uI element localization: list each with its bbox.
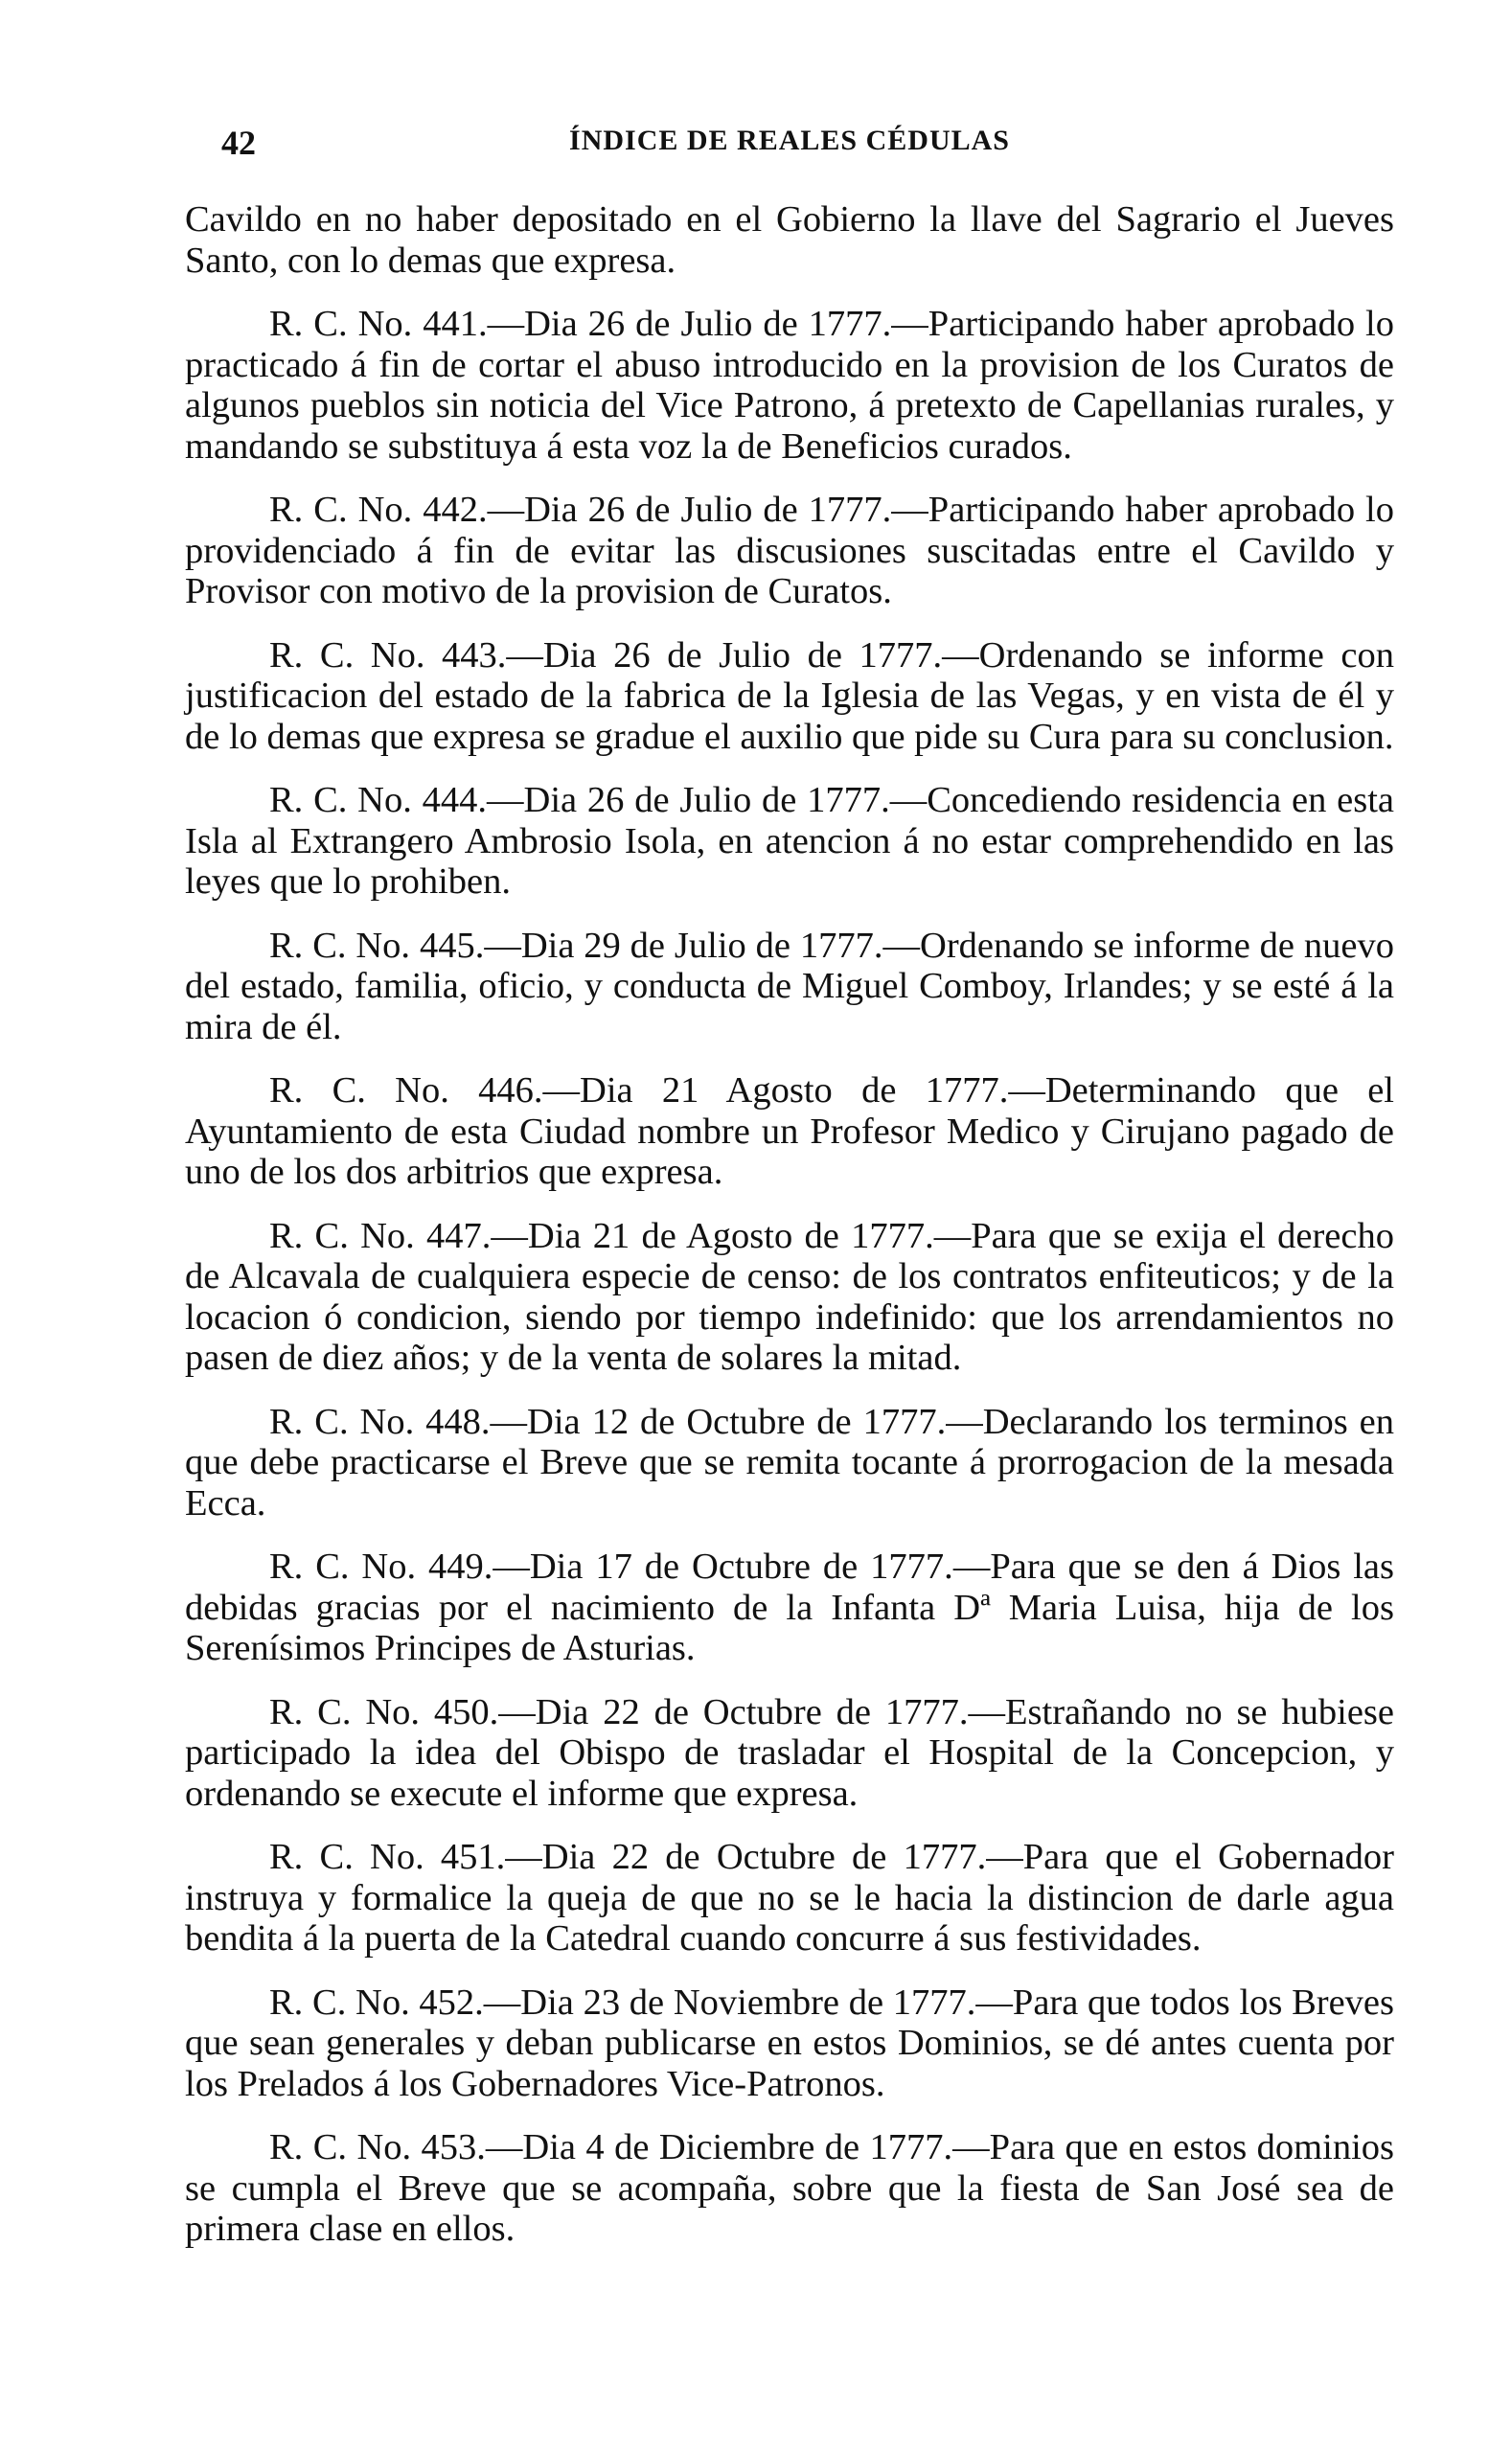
entry-text: —Participando haber aprobado lo providenciado á fin de evitar las discusiones suscitadas entre el Cavildo y Provisor con motivo de la provision de Curatos. <box>185 490 1394 611</box>
entry-453 <box>185 2127 1394 2250</box>
entry-text: —Para que el Gobernador instruya y formalice la queja de que no se le hacia la distincion de darle agua bendita á la puerta de la Catedral cuando concurre á sus festividades. <box>185 1837 1394 1959</box>
entry-452 <box>185 1982 1394 2105</box>
entry-449 <box>185 1547 1394 1669</box>
page-number: 42 <box>221 124 256 162</box>
entry-ref: R. C. No. 453.—Dia 4 de Diciembre de 1777. <box>269 2127 953 2167</box>
document-page <box>185 123 1394 2273</box>
continuation-paragraph: Cavildo en no haber depositado en el Gobierno la llave del Sagrario el Jueves Santo, con lo demas que expresa. <box>185 199 1394 281</box>
entry-text: —Determinando que el Ayuntamiento de esta Ciudad nombre un Profesor Medico y Cirujano pagado de uno de los dos arbitrios que expresa. <box>185 1070 1394 1192</box>
entry-ref: R. C. No. 442.—Dia 26 de Julio de 1777. <box>269 490 892 530</box>
entry-text: —Declarando los terminos en que debe practicarse el Breve que se remita tocante á prorrogacion de la mesada Ecca. <box>185 1401 1394 1524</box>
entry-text: —Estrañando no se hubiese participado la idea del Obispo de trasladar el Hospital de la Concepcion, y ordenando se execute el informe que expresa. <box>185 1691 1394 1814</box>
entry-444 <box>185 780 1394 903</box>
entry-text: —Para que se den á Dios las debidas gracias por el nacimiento de la Infanta Dª Maria Luisa, hija de los Serenísimos Principes de Asturias. <box>185 1547 1394 1668</box>
page-header <box>185 123 1394 180</box>
entry-446 <box>185 1070 1394 1193</box>
entry-451 <box>185 1837 1394 1959</box>
entry-448 <box>185 1402 1394 1524</box>
entry-443 <box>185 635 1394 758</box>
entry-text: —Ordenando se informe con justificacion del estado de la fabrica de la Iglesia de las Vegas, y en vista de él y de lo demas que expresa se gradue el auxilio que pide su Cura para su conclusion. <box>185 634 1394 757</box>
entry-ref: R. C. No. 446.—Dia 21 Agosto de 1777. <box>269 1070 1009 1111</box>
entry-ref: R. C. No. 449.—Dia 17 de Octubre de 1777. <box>269 1547 953 1587</box>
entry-ref: R. C. No. 444.—Dia 26 de Julio de 1777. <box>269 780 890 820</box>
entry-ref: R. C. No. 452.—Dia 23 de Noviembre de 1777. <box>269 1982 976 2023</box>
entry-ref: R. C. No. 447.—Dia 21 de Agosto de 1777. <box>269 1215 934 1256</box>
entry-text: —Para que se exija el derecho de Alcavala de cualquiera especie de censo: de los contratos enfiteuticos; y de la locacion ó condicion, siendo por tiempo indefinido: que los arrendamientos no pasen de diez años; y de la venta de solares la mitad. <box>185 1215 1394 1378</box>
entry-450 <box>185 1692 1394 1815</box>
entry-447 <box>185 1216 1394 1379</box>
entry-text: —Concediendo residencia en esta Isla al Extrangero Ambrosio Isola, en atencion á no estar comprehendido en las leyes que lo prohiben. <box>185 780 1394 902</box>
entry-ref: R. C. No. 451.—Dia 22 de Octubre de 1777. <box>269 1837 987 1877</box>
entry-ref: R. C. No. 443.—Dia 26 de Julio de 1777. <box>269 634 943 676</box>
entry-text: —Para que en estos dominios se cumpla el Breve que se acompaña, sobre que la fiesta de San José sea de primera clase en ellos. <box>185 2127 1394 2249</box>
entries-list <box>185 304 1394 2250</box>
entry-text: —Para que todos los Breves que sean generales y deban publicarse en estos Dominios, se dé antes cuenta por los Prelados á los Gobernadores Vice-Patronos. <box>185 1982 1394 2104</box>
entry-ref: R. C. No. 445.—Dia 29 de Julio de 1777. <box>269 925 883 966</box>
entry-text: —Ordenando se informe de nuevo del estado, familia, oficio, y conducta de Miguel Comboy, Irlandes; y se esté á la mira de él. <box>185 925 1394 1047</box>
entry-text: —Participando haber aprobado lo practicado á fin de cortar el abuso introducido en la provision de los Curatos de algunos pueblos sin noticia del Vice Patrono, á pretexto de Capellanias rurales, y mandando se substituya á esta voz la de Beneficios curados. <box>185 304 1394 467</box>
entry-441 <box>185 304 1394 467</box>
entry-ref: R. C. No. 441.—Dia 26 de Julio de 1777. <box>269 304 892 344</box>
entry-445 <box>185 926 1394 1048</box>
entry-442 <box>185 490 1394 612</box>
entry-ref: R. C. No. 450.—Dia 22 de Octubre de 1777. <box>269 1691 969 1732</box>
entry-ref: R. C. No. 448.—Dia 12 de Octubre de 1777. <box>269 1401 947 1442</box>
running-title: ÍNDICE DE REALES CÉDULAS <box>569 125 1010 156</box>
